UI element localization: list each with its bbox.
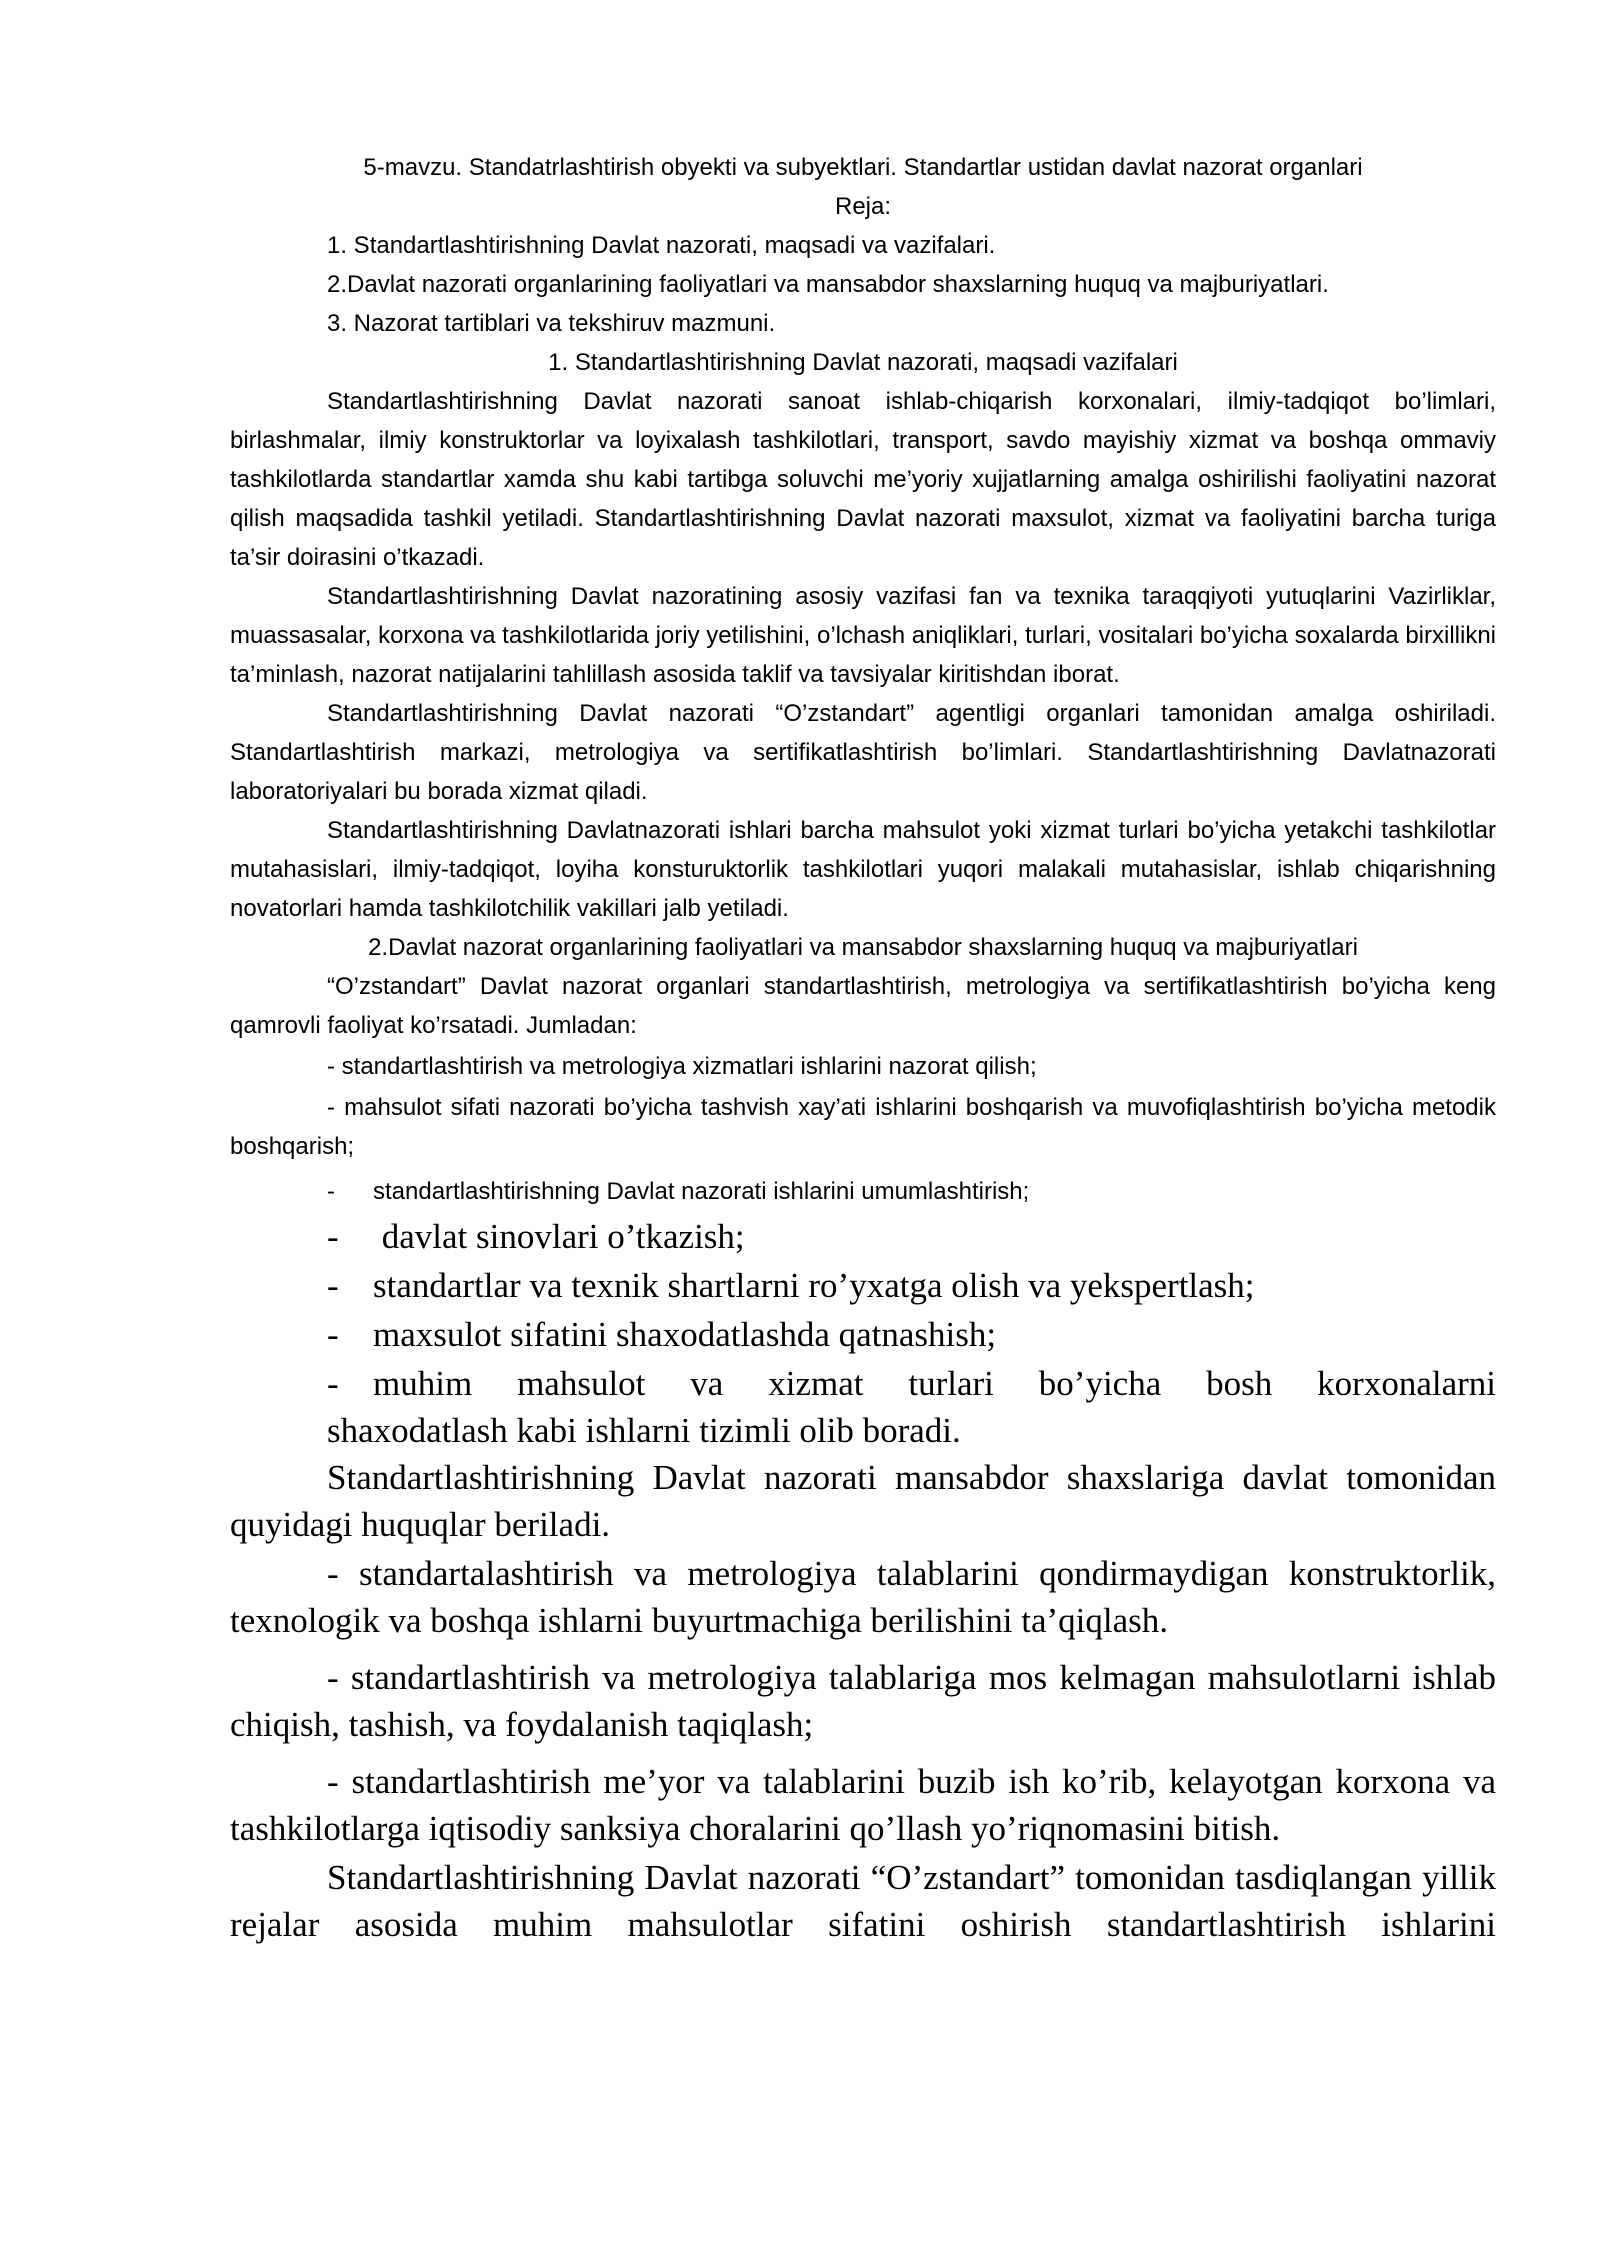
plan-item: 2.Davlat nazorati organlarining faoliyatlari va mansabdor shaxslarning huquq va majburiyatlari. bbox=[327, 271, 1329, 298]
plan-heading: Reja: bbox=[834, 193, 892, 220]
list-dash: - bbox=[327, 1266, 339, 1305]
document-title: 5-mavzu. Standatrlashtirish obyekti va subyektlari. Standartlar ustidan davlat nazorat organlari bbox=[363, 154, 1363, 181]
list-item bbox=[230, 1213, 1496, 1260]
list-dash: - bbox=[327, 1178, 335, 1205]
plan-item: 3. Nazorat tartiblari va tekshiruv mazmuni. bbox=[327, 310, 776, 337]
section1-heading: 1. Standartlashtirishning Davlat nazorati, maqsadi vazifalari bbox=[548, 349, 1178, 376]
list-dash: - bbox=[327, 1217, 339, 1256]
list-item-text: muhim mahsulot va xizmat turlari bo’yicha bosh korxonalarni bbox=[373, 1364, 1496, 1403]
rights-item: - standartlashtirish me’yor va talablarini buzib ish ko’rib, kelayotgan korxona va tashkilotlarga iqtisodiy sanksiya choralarini qo’llash yo’riqnomasini bitish. bbox=[230, 1762, 1496, 1848]
list-item-text: standartlar va texnik shartlarni ro’yxatga olish va yekspertlash; bbox=[373, 1266, 1255, 1305]
document-page bbox=[230, 148, 1496, 1948]
list-item bbox=[230, 1262, 1496, 1309]
rights-item: - standartlashtirish va metrologiya talablariga mos kelmagan mahsulotlarni ishlab chiqish, tashish, va foydalanish taqiqlash; bbox=[230, 1658, 1496, 1744]
list-dash: - bbox=[327, 1315, 339, 1354]
section2-heading: 2.Davlat nazorat organlarining faoliyatlari va mansabdor shaxslarning huquq va majburiyatlari bbox=[368, 934, 1358, 961]
list-item-text: standartlashtirishning Davlat nazorati ishlarini umumlashtirish; bbox=[373, 1178, 1030, 1205]
list-item-text: davlat sinovlari o’tkazish; bbox=[373, 1217, 745, 1256]
list-item-continuation: shaxodatlash kabi ishlarni tizimli olib boradi. bbox=[327, 1411, 961, 1450]
body-paragraph: Standartlashtirishning Davlat nazorati sanoat ishlab-chiqarish korxonalari, ilmiy-tadqiqot bo’limlari, birlashmalar, ilmiy konstruktorlar va loyixalash tashkilotlari, transport, savdo mayishiy xizmat va boshqa ommaviy tashkilotlarda standartlar xamda shu kabi tartibga soluvchi me’yoriy xujjatlarning amalga oshirilishi faoliyatini nazorat qilish maqsadida tashkil yetiladi. Standartlashtirishning Davlat nazorati maxsulot, xizmat va faoliyatini barcha turiga ta’sir doirasini o’tkazadi. bbox=[230, 388, 1496, 571]
body-paragraph: Standartlashtirishning Davlatnazorati ishlari barcha mahsulot yoki xizmat turlari bo’yicha yetakchi tashkilotlar mutahasislari, ilmiy-tadqiqot, loyiha konsturuktorlik tashkilotlari yuqori malakali mutahasislar, ishlab chiqarishning novatorlari hamda tashkilotchilik vakillari jalb yetiladi. bbox=[230, 817, 1496, 922]
body-paragraph: “O’zstandart” Davlat nazorat organlari standartlashtirish, metrologiya va sertifikatlashtirish bo’yicha keng qamrovli faoliyat ko’rsatadi. Jumladan: bbox=[230, 973, 1496, 1039]
body-paragraph: Standartlashtirishning Davlat nazorati “O’zstandart” agentligi organlari tamonidan amalga oshiriladi. Standartlashtirish markazi, metrologiya va sertifikatlashtirish bo’limlari. Standartlashtirishning Davlatnazorati laboratoriyalari bu borada xizmat qiladi. bbox=[230, 700, 1496, 805]
list-item: - standartlashtirish va metrologiya xizmatlari ishlarini nazorat qilish; bbox=[327, 1053, 1037, 1080]
list-item-text: maxsulot sifatini shaxodatlashda qatnashish; bbox=[373, 1315, 997, 1354]
plan-item: 1. Standartlashtirishning Davlat nazorati, maqsadi va vazifalari. bbox=[327, 232, 996, 259]
body-paragraph: Standartlashtirishning Davlat nazoratining asosiy vazifasi fan va texnika taraqqiyoti yutuqlarini Vazirliklar, muassasalar, korxona va tashkilotlarida joriy yetilishini, o’lchash aniqliklari, turlari, vositalari bo’yicha soxalarda birxillikni ta’minlash, nazorat natijalarini tahlillash asosida taklif va tavsiyalar kiritishdan iborat. bbox=[230, 583, 1496, 688]
list-item bbox=[230, 1311, 1496, 1358]
rights-item: - standartalashtirish va metrologiya talablarini qondirmaydigan konstruktorlik, texnologik va boshqa ishlarni buyurtmachiga berilishini ta’qiqlash. bbox=[230, 1554, 1496, 1640]
list-item bbox=[230, 1360, 1496, 1454]
list-item: - mahsulot sifati nazorati bo’yicha tashvish xay’ati ishlarini boshqarish va muvofiqlashtirish bo’yicha metodik boshqarish; bbox=[230, 1094, 1496, 1160]
list-item bbox=[230, 1172, 1496, 1211]
list-dash: - bbox=[327, 1364, 339, 1403]
body-paragraph: Standartlashtirishning Davlat nazorati “O’zstandart” tomonidan tasdiqlangan yillik rejalar asosida muhim mahsulotlar sifatini oshirish standartlashtirish ishlarini bbox=[230, 1858, 1496, 1944]
body-paragraph: Standartlashtirishning Davlat nazorati mansabdor shaxslariga davlat tomonidan quyidagi huquqlar beriladi. bbox=[230, 1458, 1496, 1544]
